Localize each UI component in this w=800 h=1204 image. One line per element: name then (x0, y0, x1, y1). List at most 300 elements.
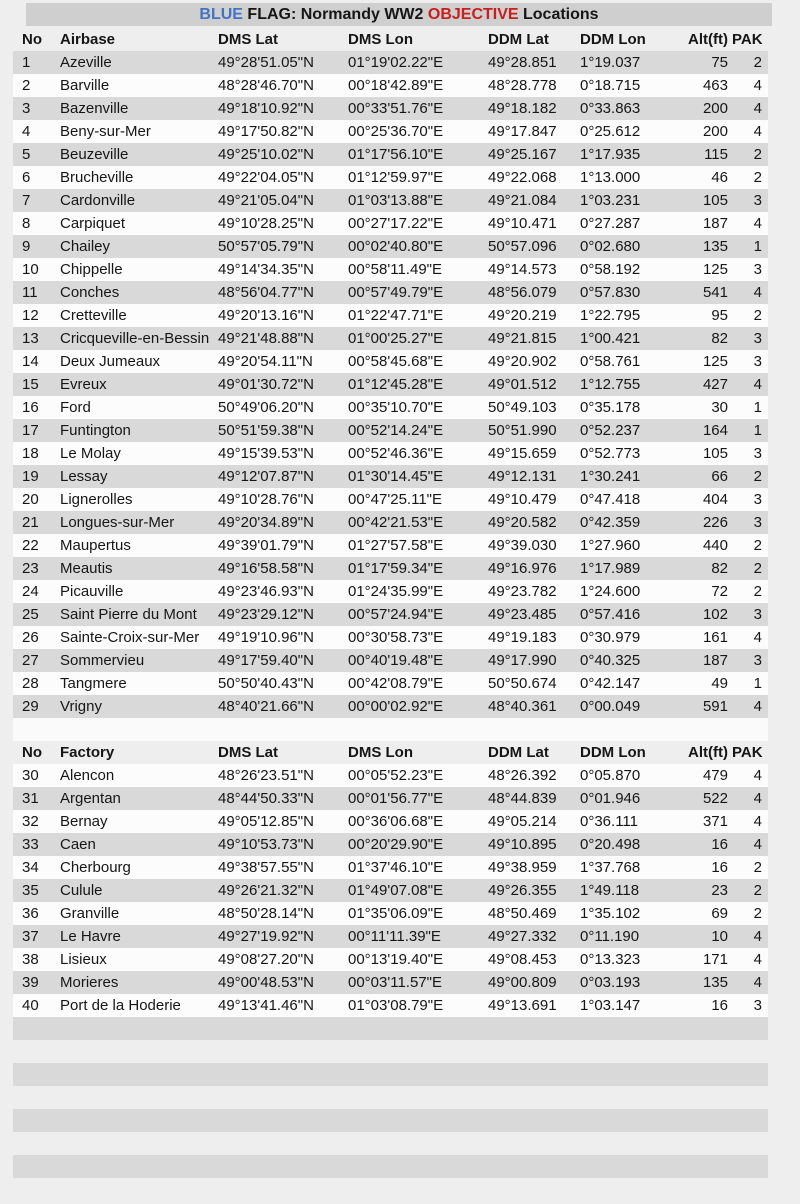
cell-no[interactable]: 24 (22, 583, 39, 600)
cell-dms-lat[interactable]: 48°56'04.77"N (218, 284, 314, 301)
cell-ddm-lon[interactable]: 0°18.715 (580, 77, 641, 94)
cell-alt-ft[interactable]: 440 (702, 537, 728, 554)
cell-dms-lat[interactable]: 49°01'30.72"N (218, 376, 314, 393)
cell-dms-lon[interactable]: 00°02'40.80"E (348, 238, 444, 255)
cell-ddm-lat[interactable]: 48°56.079 (488, 284, 557, 301)
cell-pak[interactable]: 4 (753, 790, 762, 807)
cell-ddm-lat[interactable]: 49°19.183 (488, 629, 557, 646)
cell-ddm-lat[interactable]: 49°39.030 (488, 537, 557, 554)
cell-ddm-lat[interactable]: 49°17.990 (488, 652, 557, 669)
cell-ddm-lon[interactable]: 1°22.795 (580, 307, 641, 324)
cell-pak[interactable]: 3 (753, 261, 762, 278)
cell-ddm-lon[interactable]: 0°03.193 (580, 974, 641, 991)
cell-ddm-lon[interactable]: 1°17.935 (580, 146, 641, 163)
cell-name[interactable]: Chippelle (60, 261, 123, 278)
cell-dms-lat[interactable]: 49°20'13.16"N (218, 307, 314, 324)
cell-ddm-lon[interactable]: 1°49.118 (580, 882, 640, 899)
cell-pak[interactable]: 2 (753, 882, 762, 899)
cell-dms-lat[interactable]: 49°28'51.05"N (218, 54, 314, 71)
cell-name[interactable]: Cretteville (60, 307, 127, 324)
cell-alt-ft[interactable]: 135 (702, 974, 728, 991)
cell-name[interactable]: Deux Jumeaux (60, 353, 161, 370)
cell-pak[interactable]: 1 (753, 238, 762, 255)
cell-pak[interactable]: 2 (753, 468, 762, 485)
cell-no[interactable]: 19 (22, 468, 39, 485)
cell-dms-lon[interactable]: 01°17'56.10"E (348, 146, 444, 163)
cell-no[interactable]: 40 (22, 997, 39, 1014)
cell-ddm-lat[interactable]: 49°28.851 (488, 54, 557, 71)
cell-pak[interactable]: 2 (753, 54, 762, 71)
cell-ddm-lon[interactable]: 0°33.863 (580, 100, 641, 117)
cell-ddm-lon[interactable]: 0°30.979 (580, 629, 641, 646)
cell-no[interactable]: 2 (22, 77, 31, 94)
cell-pak[interactable]: 4 (753, 629, 762, 646)
cell-pak[interactable]: 3 (753, 192, 762, 209)
cell-ddm-lon[interactable]: 0°02.680 (580, 238, 641, 255)
cell-alt-ft[interactable]: 102 (702, 606, 728, 623)
cell-ddm-lat[interactable]: 49°13.691 (488, 997, 557, 1014)
cell-dms-lon[interactable]: 00°00'02.92"E (348, 698, 444, 715)
cell-dms-lon[interactable]: 00°33'51.76"E (348, 100, 444, 117)
cell-alt-ft[interactable]: 479 (702, 767, 728, 784)
cell-ddm-lat[interactable]: 49°21.084 (488, 192, 557, 209)
cell-ddm-lon[interactable]: 0°27.287 (580, 215, 641, 232)
cell-name[interactable]: Lisieux (60, 951, 107, 968)
cell-dms-lat[interactable]: 49°21'05.04"N (218, 192, 314, 209)
cell-dms-lon[interactable]: 01°27'57.58"E (348, 537, 444, 554)
cell-dms-lat[interactable]: 49°38'57.55"N (218, 859, 314, 876)
cell-ddm-lon[interactable]: 0°00.049 (580, 698, 641, 715)
cell-dms-lon[interactable]: 00°57'24.94"E (348, 606, 444, 623)
cell-ddm-lon[interactable]: 0°40.325 (580, 652, 641, 669)
cell-dms-lat[interactable]: 49°14'34.35"N (218, 261, 314, 278)
cell-alt-ft[interactable]: 187 (702, 215, 728, 232)
cell-pak[interactable]: 4 (753, 951, 762, 968)
cell-no[interactable]: 13 (22, 330, 39, 347)
cell-alt-ft[interactable]: 125 (702, 353, 728, 370)
cell-dms-lon[interactable]: 00°05'52.23"E (348, 767, 444, 784)
cell-name[interactable]: Lessay (60, 468, 108, 485)
cell-dms-lat[interactable]: 48°50'28.14"N (218, 905, 314, 922)
cell-pak[interactable]: 3 (753, 606, 762, 623)
cell-name[interactable]: Tangmere (60, 675, 127, 692)
cell-alt-ft[interactable]: 16 (711, 836, 728, 853)
cell-dms-lat[interactable]: 49°25'10.02"N (218, 146, 314, 163)
cell-name[interactable]: Lignerolles (60, 491, 133, 508)
cell-ddm-lat[interactable]: 48°50.469 (488, 905, 557, 922)
cell-no[interactable]: 32 (22, 813, 39, 830)
cell-alt-ft[interactable]: 463 (702, 77, 728, 94)
cell-dms-lat[interactable]: 49°26'21.32"N (218, 882, 314, 899)
cell-alt-ft[interactable]: 30 (711, 399, 728, 416)
cell-no[interactable]: 25 (22, 606, 39, 623)
cell-dms-lat[interactable]: 49°15'39.53"N (218, 445, 314, 462)
cell-alt-ft[interactable]: 82 (711, 560, 728, 577)
cell-alt-ft[interactable]: 161 (702, 629, 728, 646)
cell-pak[interactable]: 2 (753, 583, 762, 600)
cell-name[interactable]: Argentan (60, 790, 121, 807)
cell-no[interactable]: 26 (22, 629, 39, 646)
cell-dms-lon[interactable]: 01°30'14.45"E (348, 468, 444, 485)
cell-no[interactable]: 10 (22, 261, 39, 278)
cell-dms-lon[interactable]: 00°40'19.48"E (348, 652, 444, 669)
cell-no[interactable]: 29 (22, 698, 39, 715)
cell-ddm-lat[interactable]: 49°23.782 (488, 583, 557, 600)
cell-ddm-lon[interactable]: 1°30.241 (580, 468, 641, 485)
cell-pak[interactable]: 2 (753, 560, 762, 577)
cell-name[interactable]: Saint Pierre du Mont (60, 606, 197, 623)
cell-dms-lon[interactable]: 01°22'47.71"E (348, 307, 444, 324)
cell-name[interactable]: Le Havre (60, 928, 121, 945)
cell-pak[interactable]: 3 (753, 445, 762, 462)
cell-no[interactable]: 11 (22, 284, 38, 301)
cell-dms-lat[interactable]: 48°28'46.70"N (218, 77, 314, 94)
cell-alt-ft[interactable]: 404 (702, 491, 728, 508)
cell-pak[interactable]: 4 (753, 284, 762, 301)
cell-no[interactable]: 6 (22, 169, 31, 186)
cell-dms-lon[interactable]: 00°35'10.70"E (348, 399, 444, 416)
cell-pak[interactable]: 3 (753, 652, 762, 669)
cell-alt-ft[interactable]: 75 (711, 54, 728, 71)
cell-dms-lon[interactable]: 01°49'07.08"E (348, 882, 444, 899)
cell-no[interactable]: 4 (22, 123, 31, 140)
cell-no[interactable]: 16 (22, 399, 39, 416)
cell-ddm-lon[interactable]: 0°11.190 (580, 928, 640, 945)
cell-alt-ft[interactable]: 105 (702, 445, 728, 462)
cell-name[interactable]: Chailey (60, 238, 111, 255)
cell-no[interactable]: 8 (22, 215, 31, 232)
cell-ddm-lat[interactable]: 49°23.485 (488, 606, 557, 623)
cell-dms-lat[interactable]: 49°10'53.73"N (218, 836, 314, 853)
cell-pak[interactable]: 2 (753, 537, 762, 554)
cell-alt-ft[interactable]: 66 (711, 468, 728, 485)
cell-no[interactable]: 5 (22, 146, 31, 163)
cell-dms-lon[interactable]: 00°42'08.79"E (348, 675, 444, 692)
cell-ddm-lat[interactable]: 49°10.895 (488, 836, 557, 853)
cell-alt-ft[interactable]: 200 (702, 123, 728, 140)
cell-name[interactable]: Caen (60, 836, 96, 853)
cell-ddm-lon[interactable]: 0°01.946 (580, 790, 641, 807)
cell-alt-ft[interactable]: 171 (702, 951, 728, 968)
cell-no[interactable]: 12 (22, 307, 39, 324)
cell-dms-lat[interactable]: 49°39'01.79"N (218, 537, 314, 554)
cell-alt-ft[interactable]: 135 (702, 238, 728, 255)
cell-ddm-lon[interactable]: 1°03.147 (580, 997, 641, 1014)
cell-pak[interactable]: 4 (753, 928, 762, 945)
cell-name[interactable]: Funtington (60, 422, 131, 439)
cell-ddm-lat[interactable]: 50°57.096 (488, 238, 557, 255)
cell-ddm-lon[interactable]: 0°20.498 (580, 836, 641, 853)
cell-ddm-lat[interactable]: 49°27.332 (488, 928, 557, 945)
cell-ddm-lat[interactable]: 50°49.103 (488, 399, 557, 416)
cell-pak[interactable]: 4 (753, 77, 762, 94)
cell-alt-ft[interactable]: 49 (711, 675, 728, 692)
cell-pak[interactable]: 3 (753, 353, 762, 370)
cell-ddm-lat[interactable]: 49°10.471 (488, 215, 557, 232)
cell-no[interactable]: 7 (22, 192, 31, 209)
cell-name[interactable]: Maupertus (60, 537, 131, 554)
cell-no[interactable]: 27 (22, 652, 39, 669)
cell-alt-ft[interactable]: 371 (702, 813, 728, 830)
cell-name[interactable]: Cardonville (60, 192, 136, 209)
cell-name[interactable]: Culule (60, 882, 103, 899)
cell-ddm-lat[interactable]: 48°44.839 (488, 790, 557, 807)
cell-dms-lon[interactable]: 00°57'49.79"E (348, 284, 444, 301)
cell-ddm-lat[interactable]: 49°05.214 (488, 813, 557, 830)
cell-no[interactable]: 39 (22, 974, 39, 991)
cell-ddm-lon[interactable]: 0°52.773 (580, 445, 641, 462)
cell-ddm-lat[interactable]: 48°26.392 (488, 767, 557, 784)
cell-dms-lon[interactable]: 00°03'11.57"E (348, 974, 442, 991)
cell-dms-lon[interactable]: 01°35'06.09"E (348, 905, 444, 922)
cell-ddm-lat[interactable]: 49°01.512 (488, 376, 557, 393)
cell-dms-lon[interactable]: 00°52'46.36"E (348, 445, 444, 462)
cell-name[interactable]: Beny-sur-Mer (60, 123, 151, 140)
cell-alt-ft[interactable]: 16 (711, 859, 728, 876)
cell-pak[interactable]: 4 (753, 376, 762, 393)
cell-alt-ft[interactable]: 591 (702, 698, 728, 715)
cell-dms-lat[interactable]: 49°10'28.25"N (218, 215, 314, 232)
cell-ddm-lat[interactable]: 48°40.361 (488, 698, 557, 715)
cell-pak[interactable]: 4 (753, 100, 762, 117)
cell-dms-lat[interactable]: 49°23'29.12"N (218, 606, 314, 623)
cell-no[interactable]: 34 (22, 859, 39, 876)
cell-ddm-lat[interactable]: 48°28.778 (488, 77, 557, 94)
cell-ddm-lon[interactable]: 0°36.111 (580, 813, 638, 830)
cell-alt-ft[interactable]: 200 (702, 100, 728, 117)
cell-pak[interactable]: 3 (753, 514, 762, 531)
cell-dms-lon[interactable]: 01°03'08.79"E (348, 997, 444, 1014)
cell-alt-ft[interactable]: 72 (711, 583, 728, 600)
cell-ddm-lon[interactable]: 0°05.870 (580, 767, 641, 784)
cell-no[interactable]: 20 (22, 491, 39, 508)
cell-no[interactable]: 31 (22, 790, 39, 807)
cell-alt-ft[interactable]: 164 (702, 422, 728, 439)
cell-name[interactable]: Longues-sur-Mer (60, 514, 175, 531)
cell-ddm-lon[interactable]: 0°35.178 (580, 399, 641, 416)
cell-ddm-lon[interactable]: 1°37.768 (580, 859, 641, 876)
cell-dms-lon[interactable]: 00°47'25.11"E (348, 491, 442, 508)
cell-alt-ft[interactable]: 82 (711, 330, 728, 347)
cell-alt-ft[interactable]: 187 (702, 652, 728, 669)
cell-alt-ft[interactable]: 541 (702, 284, 728, 301)
cell-dms-lon[interactable]: 01°24'35.99"E (348, 583, 444, 600)
cell-name[interactable]: Vrigny (60, 698, 102, 715)
cell-no[interactable]: 33 (22, 836, 39, 853)
cell-ddm-lat[interactable]: 49°20.219 (488, 307, 557, 324)
cell-dms-lat[interactable]: 49°20'34.89"N (218, 514, 314, 531)
cell-dms-lat[interactable]: 49°12'07.87"N (218, 468, 314, 485)
cell-ddm-lat[interactable]: 49°38.959 (488, 859, 557, 876)
cell-alt-ft[interactable]: 23 (711, 882, 728, 899)
cell-ddm-lon[interactable]: 1°35.102 (580, 905, 641, 922)
cell-dms-lon[interactable]: 01°37'46.10"E (348, 859, 444, 876)
cell-dms-lat[interactable]: 49°27'19.92"N (218, 928, 314, 945)
cell-name[interactable]: Sommervieu (60, 652, 145, 669)
cell-no[interactable]: 38 (22, 951, 39, 968)
cell-no[interactable]: 15 (22, 376, 39, 393)
cell-dms-lat[interactable]: 49°22'04.05"N (218, 169, 314, 186)
cell-ddm-lat[interactable]: 49°20.582 (488, 514, 557, 531)
cell-dms-lon[interactable]: 00°58'11.49"E (348, 261, 442, 278)
cell-dms-lat[interactable]: 49°05'12.85"N (218, 813, 314, 830)
cell-name[interactable]: Bazenville (60, 100, 129, 117)
cell-ddm-lat[interactable]: 49°00.809 (488, 974, 557, 991)
cell-name[interactable]: Evreux (60, 376, 107, 393)
cell-name[interactable]: Ford (60, 399, 91, 416)
cell-ddm-lat[interactable]: 50°50.674 (488, 675, 557, 692)
cell-ddm-lat[interactable]: 50°51.990 (488, 422, 557, 439)
cell-name[interactable]: Conches (60, 284, 120, 301)
cell-ddm-lon[interactable]: 0°58.761 (580, 353, 641, 370)
cell-pak[interactable]: 1 (753, 675, 762, 692)
cell-alt-ft[interactable]: 115 (704, 146, 728, 163)
cell-dms-lat[interactable]: 49°18'10.92"N (218, 100, 314, 117)
cell-dms-lat[interactable]: 49°08'27.20"N (218, 951, 314, 968)
cell-pak[interactable]: 4 (753, 836, 762, 853)
cell-alt-ft[interactable]: 69 (711, 905, 728, 922)
cell-ddm-lon[interactable]: 1°24.600 (580, 583, 641, 600)
cell-ddm-lat[interactable]: 49°18.182 (488, 100, 557, 117)
cell-ddm-lon[interactable]: 1°27.960 (580, 537, 641, 554)
cell-pak[interactable]: 2 (753, 169, 762, 186)
cell-alt-ft[interactable]: 46 (711, 169, 728, 186)
cell-dms-lon[interactable]: 00°11'11.39"E (348, 928, 441, 945)
cell-ddm-lon[interactable]: 0°13.323 (580, 951, 641, 968)
cell-ddm-lat[interactable]: 49°12.131 (488, 468, 557, 485)
cell-no[interactable]: 18 (22, 445, 39, 462)
cell-dms-lat[interactable]: 48°26'23.51"N (218, 767, 314, 784)
cell-name[interactable]: Beuzeville (60, 146, 129, 163)
cell-ddm-lon[interactable]: 1°12.755 (580, 376, 641, 393)
cell-no[interactable]: 21 (22, 514, 39, 531)
cell-dms-lat[interactable]: 49°17'50.82"N (218, 123, 314, 140)
cell-ddm-lat[interactable]: 49°25.167 (488, 146, 557, 163)
cell-no[interactable]: 14 (22, 353, 39, 370)
cell-pak[interactable]: 2 (753, 859, 762, 876)
cell-ddm-lat[interactable]: 49°21.815 (488, 330, 557, 347)
cell-ddm-lat[interactable]: 49°26.355 (488, 882, 557, 899)
cell-dms-lat[interactable]: 50°49'06.20"N (218, 399, 314, 416)
cell-ddm-lat[interactable]: 49°17.847 (488, 123, 557, 140)
cell-ddm-lon[interactable]: 1°17.989 (580, 560, 641, 577)
cell-ddm-lat[interactable]: 49°08.453 (488, 951, 557, 968)
cell-no[interactable]: 30 (22, 767, 39, 784)
cell-no[interactable]: 35 (22, 882, 39, 899)
cell-alt-ft[interactable]: 226 (702, 514, 728, 531)
cell-alt-ft[interactable]: 10 (711, 928, 728, 945)
cell-ddm-lat[interactable]: 49°22.068 (488, 169, 557, 186)
cell-ddm-lon[interactable]: 0°42.359 (580, 514, 641, 531)
cell-alt-ft[interactable]: 16 (711, 997, 728, 1014)
cell-name[interactable]: Morieres (60, 974, 119, 991)
cell-ddm-lon[interactable]: 0°57.416 (580, 606, 641, 623)
cell-dms-lon[interactable]: 00°42'21.53"E (348, 514, 444, 531)
cell-name[interactable]: Barville (60, 77, 110, 94)
cell-dms-lat[interactable]: 49°00'48.53"N (218, 974, 314, 991)
cell-dms-lon[interactable]: 00°20'29.90"E (348, 836, 444, 853)
cell-dms-lat[interactable]: 49°17'59.40"N (218, 652, 314, 669)
cell-name[interactable]: Carpiquet (60, 215, 126, 232)
cell-no[interactable]: 22 (22, 537, 39, 554)
cell-name[interactable]: Port de la Hoderie (60, 997, 181, 1014)
cell-dms-lon[interactable]: 00°36'06.68"E (348, 813, 444, 830)
cell-ddm-lat[interactable]: 49°14.573 (488, 261, 557, 278)
cell-name[interactable]: Granville (60, 905, 120, 922)
cell-name[interactable]: Bernay (60, 813, 108, 830)
cell-ddm-lat[interactable]: 49°16.976 (488, 560, 557, 577)
cell-pak[interactable]: 3 (753, 330, 762, 347)
cell-dms-lat[interactable]: 49°13'41.46"N (218, 997, 314, 1014)
cell-ddm-lat[interactable]: 49°20.902 (488, 353, 557, 370)
cell-no[interactable]: 3 (22, 100, 31, 117)
cell-dms-lat[interactable]: 49°20'54.11"N (218, 353, 313, 370)
cell-dms-lat[interactable]: 49°23'46.93"N (218, 583, 314, 600)
cell-ddm-lon[interactable]: 1°13.000 (580, 169, 641, 186)
cell-dms-lon[interactable]: 00°27'17.22"E (348, 215, 444, 232)
cell-dms-lon[interactable]: 01°00'25.27"E (348, 330, 444, 347)
cell-pak[interactable]: 4 (753, 215, 762, 232)
cell-ddm-lon[interactable]: 1°19.037 (580, 54, 641, 71)
cell-dms-lon[interactable]: 00°30'58.73"E (348, 629, 444, 646)
cell-ddm-lat[interactable]: 49°10.479 (488, 491, 557, 508)
cell-pak[interactable]: 4 (753, 813, 762, 830)
cell-alt-ft[interactable]: 125 (702, 261, 728, 278)
cell-dms-lat[interactable]: 49°16'58.58"N (218, 560, 314, 577)
cell-name[interactable]: Sainte-Croix-sur-Mer (60, 629, 200, 646)
cell-pak[interactable]: 4 (753, 698, 762, 715)
cell-dms-lon[interactable]: 00°52'14.24"E (348, 422, 444, 439)
cell-name[interactable]: Cherbourg (60, 859, 131, 876)
cell-dms-lat[interactable]: 50°57'05.79"N (218, 238, 314, 255)
cell-dms-lon[interactable]: 01°12'45.28"E (348, 376, 444, 393)
cell-dms-lat[interactable]: 48°40'21.66"N (218, 698, 314, 715)
cell-pak[interactable]: 2 (753, 905, 762, 922)
cell-ddm-lon[interactable]: 0°58.192 (580, 261, 641, 278)
cell-pak[interactable]: 4 (753, 123, 762, 140)
cell-dms-lat[interactable]: 49°10'28.76"N (218, 491, 314, 508)
cell-dms-lat[interactable]: 48°44'50.33"N (218, 790, 314, 807)
cell-pak[interactable]: 2 (753, 307, 762, 324)
cell-no[interactable]: 28 (22, 675, 39, 692)
cell-pak[interactable]: 3 (753, 491, 762, 508)
cell-dms-lon[interactable]: 00°58'45.68"E (348, 353, 444, 370)
cell-dms-lon[interactable]: 01°12'59.97"E (348, 169, 444, 186)
cell-dms-lat[interactable]: 49°19'10.96"N (218, 629, 314, 646)
cell-dms-lat[interactable]: 50°50'40.43"N (218, 675, 314, 692)
cell-alt-ft[interactable]: 105 (702, 192, 728, 209)
cell-no[interactable]: 9 (22, 238, 31, 255)
cell-alt-ft[interactable]: 522 (702, 790, 728, 807)
cell-pak[interactable]: 1 (753, 399, 762, 416)
cell-name[interactable]: Cricqueville-en-Bessin (60, 330, 210, 347)
cell-pak[interactable]: 2 (753, 146, 762, 163)
cell-no[interactable]: 36 (22, 905, 39, 922)
cell-dms-lon[interactable]: 01°03'13.88"E (348, 192, 444, 209)
cell-dms-lat[interactable]: 49°21'48.88"N (218, 330, 314, 347)
cell-ddm-lat[interactable]: 49°15.659 (488, 445, 557, 462)
cell-ddm-lon[interactable]: 0°52.237 (580, 422, 641, 439)
cell-dms-lon[interactable]: 00°13'19.40"E (348, 951, 444, 968)
cell-ddm-lon[interactable]: 0°25.612 (580, 123, 641, 140)
cell-ddm-lon[interactable]: 0°42.147 (580, 675, 641, 692)
cell-name[interactable]: Brucheville (60, 169, 134, 186)
cell-name[interactable]: Alencon (60, 767, 115, 784)
cell-no[interactable]: 17 (22, 422, 39, 439)
cell-no[interactable]: 23 (22, 560, 39, 577)
cell-dms-lon[interactable]: 00°25'36.70"E (348, 123, 444, 140)
cell-ddm-lon[interactable]: 0°47.418 (580, 491, 641, 508)
